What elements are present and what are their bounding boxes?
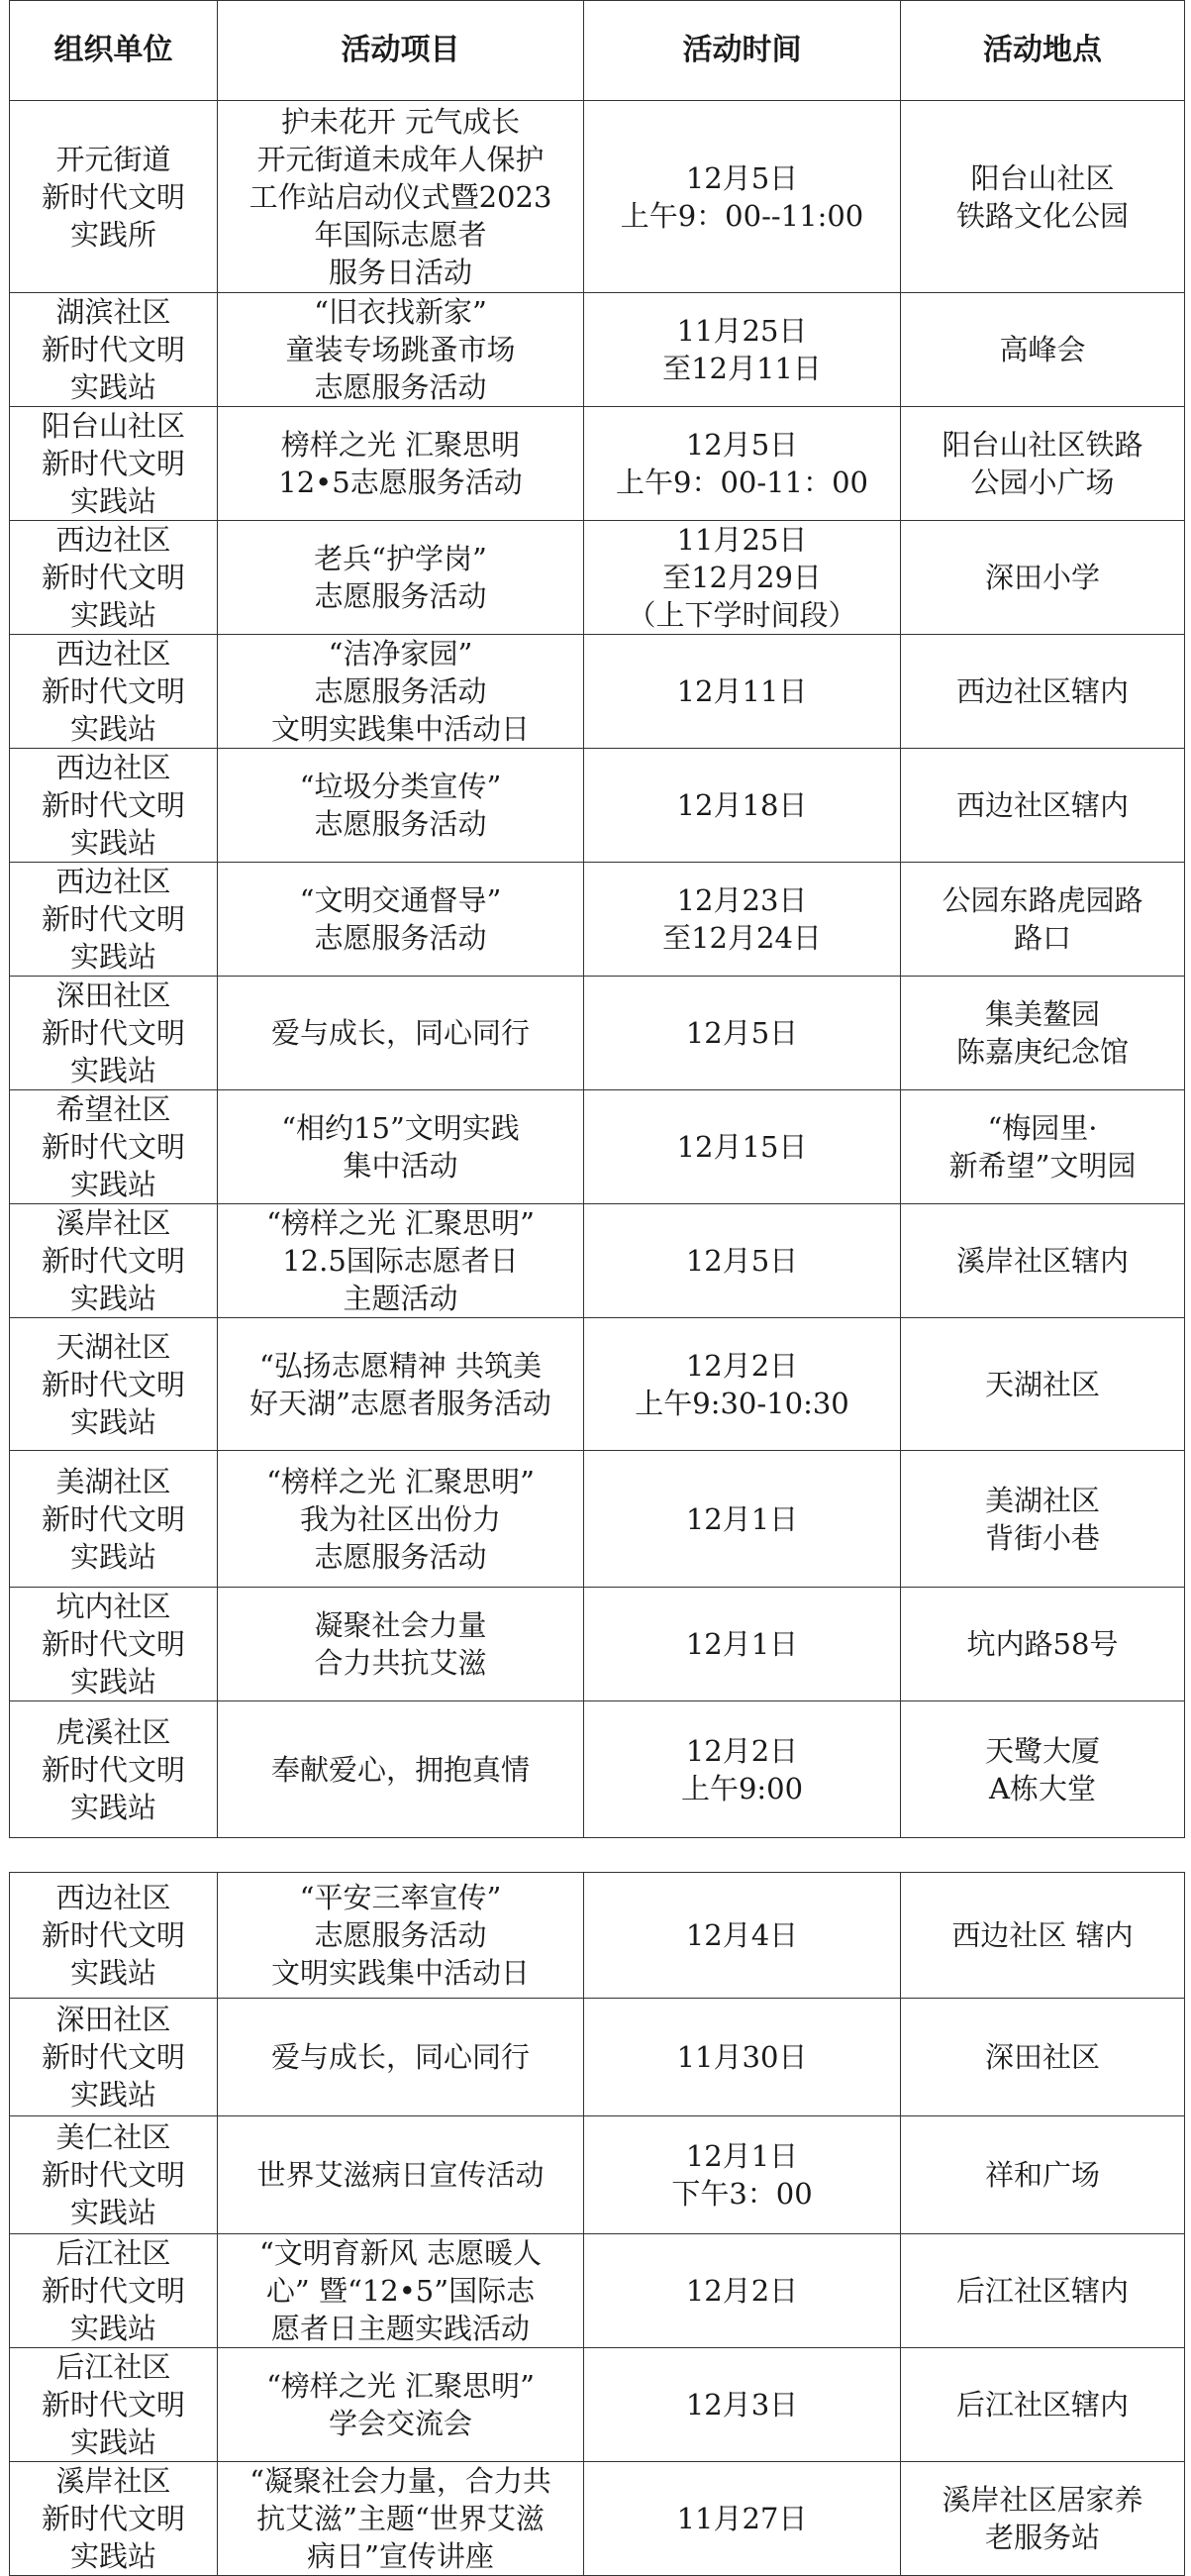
project-cell: “榜样之光 汇聚思明” 12.5国际志愿者日 主题活动 bbox=[218, 1204, 584, 1318]
time-cell: 12月4日 bbox=[584, 1873, 901, 1999]
activity-table-2 bbox=[9, 1872, 1185, 2576]
header-row bbox=[10, 1, 1185, 101]
org-cell: 西边社区 新时代文明 实践站 bbox=[10, 521, 218, 635]
time-cell: 12月5日 bbox=[584, 977, 901, 1090]
activity-table-1 bbox=[9, 0, 1185, 1838]
place-cell: 天湖社区 bbox=[901, 1318, 1185, 1451]
place-cell: 后江社区辖内 bbox=[901, 2348, 1185, 2462]
table-row bbox=[10, 2462, 1185, 2576]
table-row bbox=[10, 407, 1185, 521]
time-cell: 12月1日 bbox=[584, 1588, 901, 1701]
place-cell: 溪岸社区居家养 老服务站 bbox=[901, 2462, 1185, 2576]
table-row bbox=[10, 2234, 1185, 2348]
org-cell: 溪岸社区 新时代文明 实践站 bbox=[10, 1204, 218, 1318]
table-row bbox=[10, 1204, 1185, 1318]
project-cell: “榜样之光 汇聚思明” 学会交流会 bbox=[218, 2348, 584, 2462]
org-cell: 天湖社区 新时代文明 实践站 bbox=[10, 1318, 218, 1451]
place-cell: 集美鳌园 陈嘉庚纪念馆 bbox=[901, 977, 1185, 1090]
table-row bbox=[10, 293, 1185, 407]
org-cell: 深田社区 新时代文明 实践站 bbox=[10, 1999, 218, 2116]
time-cell: 12月23日 至12月24日 bbox=[584, 863, 901, 977]
time-cell: 11月30日 bbox=[584, 1999, 901, 2116]
project-cell: 爱与成长，同心同行 bbox=[218, 1999, 584, 2116]
project-cell: 老兵“护学岗” 志愿服务活动 bbox=[218, 521, 584, 635]
org-cell: 美湖社区 新时代文明 实践站 bbox=[10, 1451, 218, 1588]
org-cell: 开元街道 新时代文明 实践所 bbox=[10, 101, 218, 293]
place-cell: 西边社区辖内 bbox=[901, 635, 1185, 749]
org-cell: 坑内社区 新时代文明 实践站 bbox=[10, 1588, 218, 1701]
project-cell: 爱与成长，同心同行 bbox=[218, 977, 584, 1090]
table-row bbox=[10, 1873, 1185, 1999]
org-cell: 希望社区 新时代文明 实践站 bbox=[10, 1090, 218, 1204]
project-cell: 榜样之光 汇聚思明 12•5志愿服务活动 bbox=[218, 407, 584, 521]
table-row bbox=[10, 1999, 1185, 2116]
org-cell: 西边社区 新时代文明 实践站 bbox=[10, 749, 218, 863]
place-cell: 深田社区 bbox=[901, 1999, 1185, 2116]
place-cell: 美湖社区 背街小巷 bbox=[901, 1451, 1185, 1588]
header-place: 活动地点 bbox=[901, 1, 1185, 101]
place-cell: 阳台山社区 铁路文化公园 bbox=[901, 101, 1185, 293]
org-cell: 西边社区 新时代文明 实践站 bbox=[10, 1873, 218, 1999]
time-cell: 12月5日 上午9：00--11:00 bbox=[584, 101, 901, 293]
org-cell: 虎溪社区 新时代文明 实践站 bbox=[10, 1701, 218, 1838]
table-row bbox=[10, 749, 1185, 863]
place-cell: 后江社区辖内 bbox=[901, 2234, 1185, 2348]
org-cell: 美仁社区 新时代文明 实践站 bbox=[10, 2116, 218, 2234]
table-row bbox=[10, 521, 1185, 635]
place-cell: “梅园里· 新希望”文明园 bbox=[901, 1090, 1185, 1204]
project-cell: “文明交通督导” 志愿服务活动 bbox=[218, 863, 584, 977]
time-cell: 12月5日 bbox=[584, 1204, 901, 1318]
time-cell: 11月25日 至12月11日 bbox=[584, 293, 901, 407]
place-cell: 祥和广场 bbox=[901, 2116, 1185, 2234]
project-cell: “弘扬志愿精神 共筑美 好天湖”志愿者服务活动 bbox=[218, 1318, 584, 1451]
time-cell: 11月25日 至12月29日 （上下学时间段） bbox=[584, 521, 901, 635]
time-cell: 12月18日 bbox=[584, 749, 901, 863]
place-cell: 高峰会 bbox=[901, 293, 1185, 407]
org-cell: 后江社区 新时代文明 实践站 bbox=[10, 2348, 218, 2462]
project-cell: “文明育新风 志愿暖人 心” 暨“12•5”国际志 愿者日主题实践活动 bbox=[218, 2234, 584, 2348]
project-cell: 凝聚社会力量 合力共抗艾滋 bbox=[218, 1588, 584, 1701]
time-cell: 12月2日 bbox=[584, 2234, 901, 2348]
table-row bbox=[10, 1701, 1185, 1838]
project-cell: “相约15”文明实践 集中活动 bbox=[218, 1090, 584, 1204]
project-cell: “洁净家园” 志愿服务活动 文明实践集中活动日 bbox=[218, 635, 584, 749]
table-row bbox=[10, 635, 1185, 749]
place-cell: 深田小学 bbox=[901, 521, 1185, 635]
table-row bbox=[10, 1588, 1185, 1701]
time-cell: 12月3日 bbox=[584, 2348, 901, 2462]
place-cell: 西边社区 辖内 bbox=[901, 1873, 1185, 1999]
org-cell: 阳台山社区 新时代文明 实践站 bbox=[10, 407, 218, 521]
project-cell: 护未花开 元气成长 开元街道未成年人保护 工作站启动仪式暨2023 年国际志愿者 服务日活动 bbox=[218, 101, 584, 293]
header-time: 活动时间 bbox=[584, 1, 901, 101]
place-cell: 天鹭大厦 A栋大堂 bbox=[901, 1701, 1185, 1838]
table-row bbox=[10, 2348, 1185, 2462]
org-cell: 西边社区 新时代文明 实践站 bbox=[10, 635, 218, 749]
project-cell: 世界艾滋病日宣传活动 bbox=[218, 2116, 584, 2234]
time-cell: 12月1日 bbox=[584, 1451, 901, 1588]
header-project: 活动项目 bbox=[218, 1, 584, 101]
place-cell: 溪岸社区辖内 bbox=[901, 1204, 1185, 1318]
time-cell: 12月15日 bbox=[584, 1090, 901, 1204]
org-cell: 西边社区 新时代文明 实践站 bbox=[10, 863, 218, 977]
project-cell: “垃圾分类宣传” 志愿服务活动 bbox=[218, 749, 584, 863]
project-cell: “榜样之光 汇聚思明” 我为社区出份力 志愿服务活动 bbox=[218, 1451, 584, 1588]
org-cell: 后江社区 新时代文明 实践站 bbox=[10, 2234, 218, 2348]
org-cell: 深田社区 新时代文明 实践站 bbox=[10, 977, 218, 1090]
place-cell: 阳台山社区铁路 公园小广场 bbox=[901, 407, 1185, 521]
time-cell: 12月1日 下午3：00 bbox=[584, 2116, 901, 2234]
header-org: 组织单位 bbox=[10, 1, 218, 101]
table-row bbox=[10, 1451, 1185, 1588]
time-cell: 11月27日 bbox=[584, 2462, 901, 2576]
project-cell: “旧衣找新家” 童装专场跳蚤市场 志愿服务活动 bbox=[218, 293, 584, 407]
place-cell: 西边社区辖内 bbox=[901, 749, 1185, 863]
table-row bbox=[10, 101, 1185, 293]
table-row bbox=[10, 977, 1185, 1090]
time-cell: 12月11日 bbox=[584, 635, 901, 749]
table-row bbox=[10, 863, 1185, 977]
time-cell: 12月2日 上午9:00 bbox=[584, 1701, 901, 1838]
table-row bbox=[10, 1090, 1185, 1204]
project-cell: “凝聚社会力量，合力共 抗艾滋”主题“世界艾滋 病日”宣传讲座 bbox=[218, 2462, 584, 2576]
time-cell: 12月2日 上午9:30-10:30 bbox=[584, 1318, 901, 1451]
place-cell: 公园东路虎园路 路口 bbox=[901, 863, 1185, 977]
org-cell: 溪岸社区 新时代文明 实践站 bbox=[10, 2462, 218, 2576]
table-row bbox=[10, 2116, 1185, 2234]
project-cell: 奉献爱心，拥抱真情 bbox=[218, 1701, 584, 1838]
time-cell: 12月5日 上午9：00-11：00 bbox=[584, 407, 901, 521]
place-cell: 坑内路58号 bbox=[901, 1588, 1185, 1701]
table-row bbox=[10, 1318, 1185, 1451]
project-cell: “平安三率宣传” 志愿服务活动 文明实践集中活动日 bbox=[218, 1873, 584, 1999]
org-cell: 湖滨社区 新时代文明 实践站 bbox=[10, 293, 218, 407]
